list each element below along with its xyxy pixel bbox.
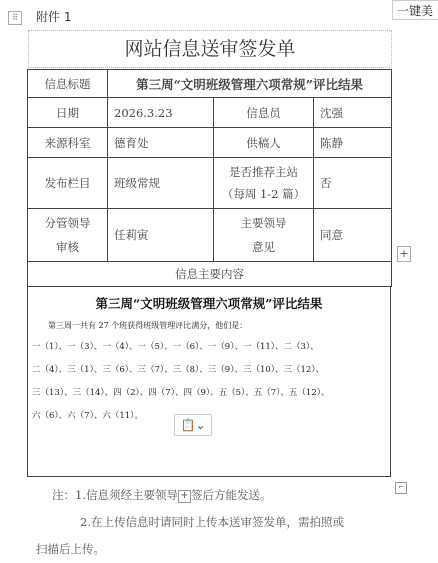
content-line: 六（6）、六（7）、六（11）。 xyxy=(32,411,143,421)
leader-review-value[interactable]: 任莉寅 xyxy=(108,209,214,262)
info-officer-value[interactable]: 沈强 xyxy=(314,98,392,128)
content-header: 信息主要内容 xyxy=(28,262,392,287)
column-label: 发布栏目 xyxy=(28,158,108,209)
contributor-value[interactable]: 陈静 xyxy=(314,128,392,158)
recommend-value[interactable]: 否 xyxy=(314,158,392,209)
leader-review-label-line1: 分管领导 xyxy=(44,216,91,230)
info-title-value[interactable]: 第三周“文明班级管理六项常规”评比结果 xyxy=(108,70,392,98)
clipboard-icon: 📋 xyxy=(180,418,196,432)
source-dept-label: 来源科室 xyxy=(28,128,108,158)
table-row xyxy=(28,128,392,158)
table-row xyxy=(28,262,392,287)
chevron-down-icon: ⌄ xyxy=(195,418,206,432)
recommend-label-line1: 是否推荐主站 xyxy=(229,165,298,179)
main-leader-label-line1: 主要领导 xyxy=(240,216,287,230)
contributor-label: 供稿人 xyxy=(214,128,314,158)
one-key-beautify-button[interactable]: 一键美 xyxy=(392,0,438,20)
recommend-label-line2: （每周 1-2 篇） xyxy=(221,187,306,201)
main-leader-label-line2: 意见 xyxy=(252,240,275,254)
content-line: 二（4）、三（1）、三（6）、三（7）、三（8）、三（9）、三（10）、三（12）、 xyxy=(32,365,325,375)
leader-review-label-line2: 审核 xyxy=(56,240,79,254)
review-form-table xyxy=(27,69,392,287)
info-officer-label: 信息员 xyxy=(214,98,314,128)
paste-options-button[interactable] xyxy=(174,414,212,436)
table-row xyxy=(28,98,392,128)
main-leader-value[interactable]: 同意 xyxy=(314,209,392,262)
content-area[interactable] xyxy=(27,286,391,477)
add-row-icon[interactable]: + xyxy=(397,246,411,262)
table-resize-icon[interactable]: ⌐ xyxy=(395,482,407,494)
main-leader-label xyxy=(214,209,314,262)
note-line-2: 2.在上传信息时请同时上传本送审签发单，需拍照或 xyxy=(80,515,344,529)
note1-part1: 注：1.信息须经主要领导 xyxy=(52,488,178,502)
content-line: 三（13）、三（14）、四（2）、四（7）、四（9）、五（5）、五（7）、五（12）、 xyxy=(32,388,330,398)
add-icon[interactable]: + xyxy=(178,490,191,503)
content-intro: 第三周一共有 27 个班获得班级管理评比满分，他们是： xyxy=(48,321,248,330)
column-value[interactable]: 班级常规 xyxy=(108,158,214,209)
page-title: 网站信息送审签发单 xyxy=(28,30,392,68)
table-row xyxy=(28,209,392,262)
date-value[interactable]: 2026.3.23 xyxy=(108,98,214,128)
info-title-label: 信息标题 xyxy=(28,70,108,98)
leader-review-label xyxy=(28,209,108,262)
source-dept-value[interactable]: 德育处 xyxy=(108,128,214,158)
date-label: 日期 xyxy=(28,98,108,128)
table-move-handle[interactable]: ⠿ xyxy=(8,11,22,25)
note1-part2: 签后方能发送。 xyxy=(190,488,272,502)
content-title: 第三周“文明班级管理六项常规”评比结果 xyxy=(95,296,323,311)
content-line: 一（1）、一（3）、一（4）、一（5）、一（6）、一（9）、一（11）、二（3）、 xyxy=(32,342,319,352)
table-row xyxy=(28,158,392,209)
table-row xyxy=(28,70,392,98)
note-line-3: 扫描后上传。 xyxy=(36,542,105,556)
note-line-1 xyxy=(52,482,271,509)
attachment-label: 附件 1 xyxy=(36,10,72,24)
recommend-label xyxy=(214,158,314,209)
